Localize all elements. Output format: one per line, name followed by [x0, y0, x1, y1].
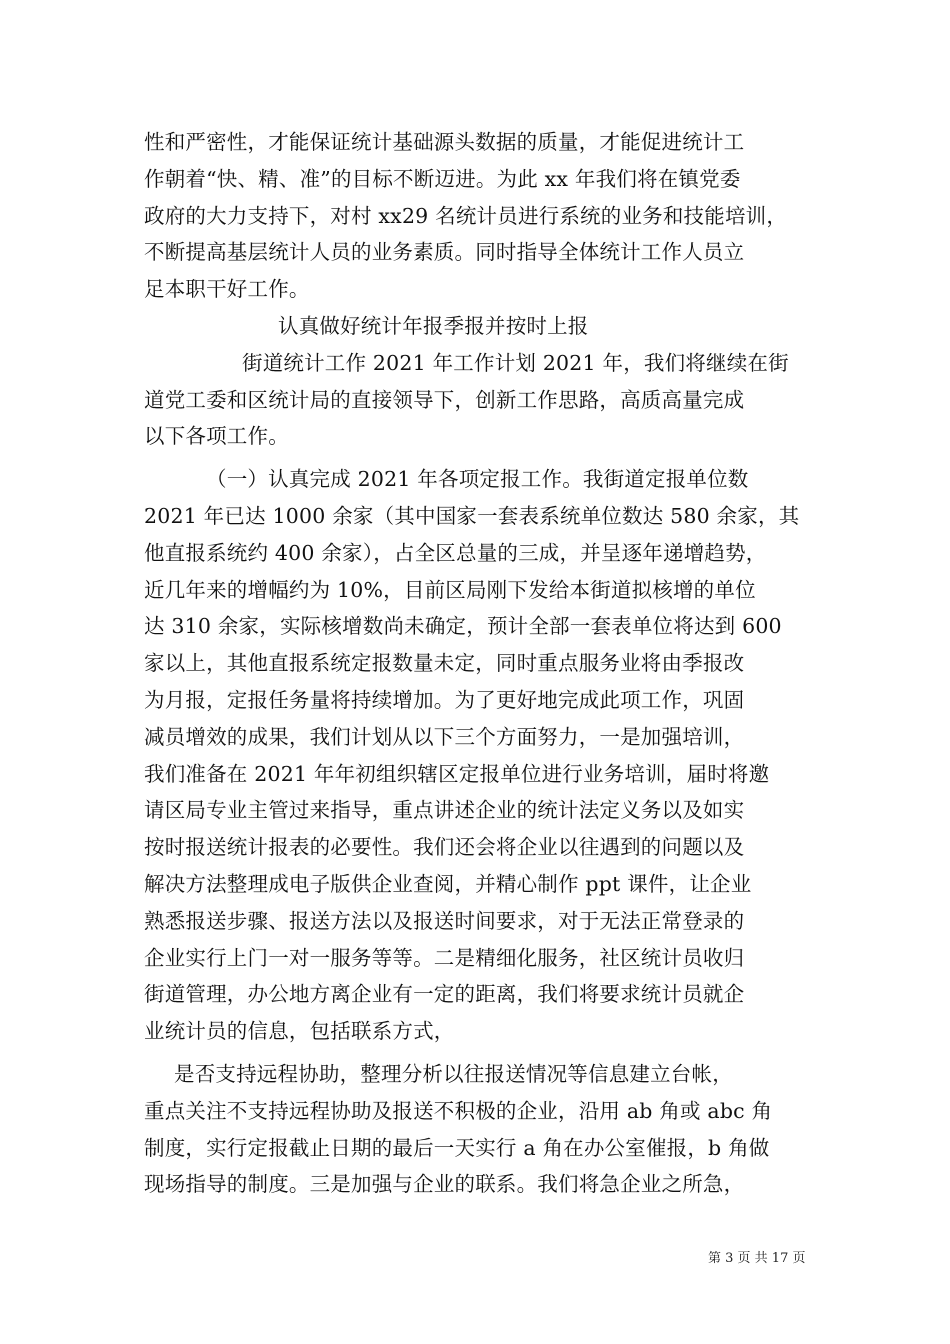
text-line: 作朝着“快、精、准”的目标不断迈进。为此 xx 年我们将在镇党委	[144, 166, 741, 191]
page-number-footer: 第 3 页 共 17 页	[708, 1251, 806, 1266]
text-line: 政府的大力支持下，对村 xx29 名统计员进行系统的业务和技能培训，	[144, 203, 788, 228]
text-line: 以下各项工作。	[144, 424, 289, 449]
text-line: 按时报送统计报表的必要性。我们还会将企业以往遇到的问题以及	[144, 835, 745, 860]
text-line: （一）认真完成 2021 年各项定报工作。我街道定报单位数	[206, 467, 749, 492]
text-line: 近几年来的增幅约为 10%，目前区局刚下发给本街道拟核增的单位	[144, 577, 756, 602]
section-heading: 认真做好统计年报季报并按时上报	[278, 313, 589, 338]
text-line: 现场指导的制度。三是加强与企业的联系。我们将急企业之所急，	[144, 1172, 745, 1197]
text-line: 街道管理，办公地方离企业有一定的距离，我们将要求统计员就企	[144, 982, 745, 1007]
text-line: 业统计员的信息，包括联系方式，	[144, 1019, 455, 1044]
text-line: 熟悉报送步骤、报送方法以及报送时间要求，对于无法正常登录的	[144, 908, 745, 933]
text-line: 家以上，其他直报系统定报数量未定，同时重点服务业将由季报改	[144, 651, 745, 676]
text-line: 为月报，定报任务量将持续增加。为了更好地完成此项工作，巩固	[144, 687, 745, 712]
text-line: 街道统计工作 2021 年工作计划 2021 年，我们将继续在街	[242, 350, 789, 375]
text-line: 达 310 余家，实际核增数尚未确定，预计全部一套表单位将达到 600	[144, 614, 782, 639]
text-line: 他直报系统约 400 余家），占全区总量的三成，并呈逐年递增趋势，	[144, 540, 767, 565]
body-text	[144, 124, 812, 1203]
text-line: 我们准备在 2021 年年初组织辖区定报单位进行业务培训，届时将邀	[144, 761, 770, 786]
text-line: 是否支持远程协助，整理分析以往报送情况等信息建立台帐，	[174, 1061, 733, 1086]
text-line: 制度，实行定报截止日期的最后一天实行 a 角在办公室催报，b 角做	[144, 1135, 770, 1160]
text-line: 重点关注不支持远程协助及报送不积极的企业，沿用 ab 角或 abc 角	[144, 1098, 773, 1123]
text-line: 请区局专业主管过来指导，重点讲述企业的统计法定义务以及如实	[144, 798, 745, 823]
text-line: 足本职干好工作。	[144, 277, 310, 302]
text-line: 2021 年已达 1000 余家（其中国家一套表系统单位数达 580 余家，其	[144, 503, 800, 528]
text-line: 性和严密性，才能保证统计基础源头数据的质量，才能促进统计工	[144, 130, 745, 154]
text-line: 减员增效的成果，我们计划从以下三个方面努力，一是加强培训，	[144, 724, 745, 749]
text-line: 不断提高基层统计人员的业务素质。同时指导全体统计工作人员立	[144, 240, 745, 265]
text-line: 企业实行上门一对一服务等等。二是精细化服务，社区统计员收归	[144, 945, 745, 970]
text-line: 解决方法整理成电子版供企业查阅，并精心制作 ppt 课件，让企业	[144, 871, 752, 896]
text-line: 道党工委和区统计局的直接领导下，创新工作思路，高质高量完成	[144, 387, 745, 412]
